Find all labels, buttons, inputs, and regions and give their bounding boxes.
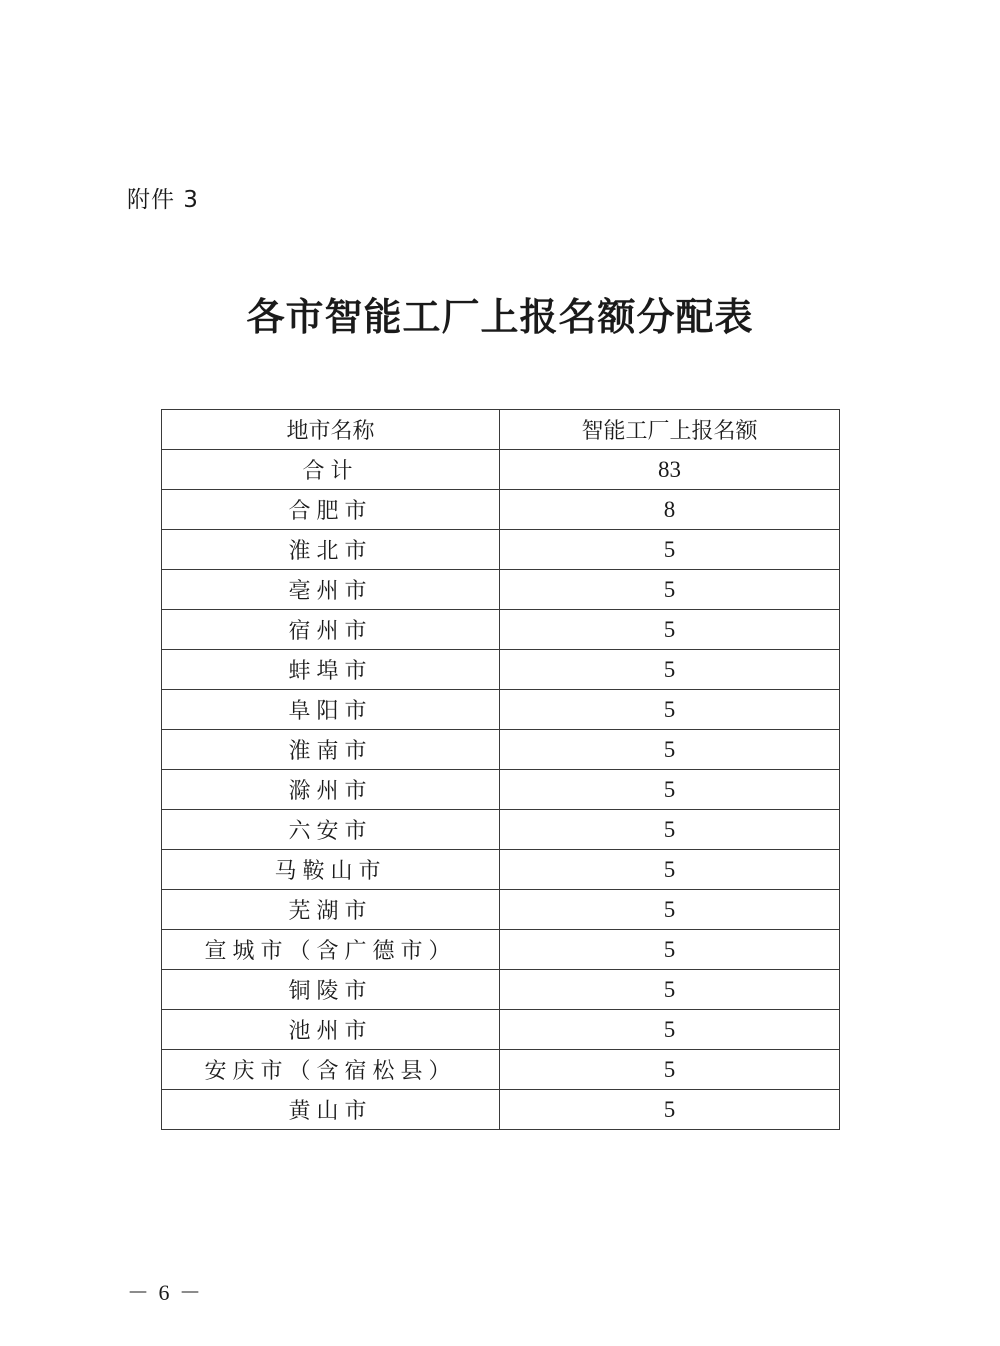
city-cell: 马鞍山市 [162,850,500,890]
table-row [162,1010,840,1050]
table-row [162,770,840,810]
table-row [162,570,840,610]
table-row [162,650,840,690]
quota-cell: 5 [500,1010,840,1050]
quota-cell: 5 [500,770,840,810]
attachment-label: 附件 3 [127,187,199,213]
city-cell: 阜阳市 [162,690,500,730]
document-title: 各市智能工厂上报名额分配表 [246,295,754,339]
city-cell: 芜湖市 [162,890,500,930]
quota-cell: 5 [500,1050,840,1090]
quota-cell: 5 [500,1090,840,1130]
table-row [162,490,840,530]
city-cell: 淮南市 [162,730,500,770]
column-header-city: 地市名称 [162,410,500,450]
city-cell: 池州市 [162,1010,500,1050]
quota-cell: 83 [500,450,840,490]
table-row [162,1090,840,1130]
city-cell: 滁州市 [162,770,500,810]
city-cell: 蚌埠市 [162,650,500,690]
quota-cell: 5 [500,930,840,970]
table-row [162,810,840,850]
table-row-total [162,450,840,490]
table-row [162,610,840,650]
table-row [162,690,840,730]
city-cell: 淮北市 [162,530,500,570]
quota-cell: 5 [500,890,840,930]
city-cell: 六安市 [162,810,500,850]
column-header-quota: 智能工厂上报名额 [500,410,840,450]
quota-cell: 8 [500,490,840,530]
table-row [162,530,840,570]
city-cell: 合肥市 [162,490,500,530]
table-row [162,730,840,770]
quota-cell: 5 [500,730,840,770]
city-cell: 宣城市（含广德市） [162,930,500,970]
table-row [162,890,840,930]
page-number: － 6 － [127,1280,204,1305]
quota-cell: 5 [500,530,840,570]
city-cell: 亳州市 [162,570,500,610]
quota-cell: 5 [500,810,840,850]
quota-table [161,409,840,1130]
city-cell: 宿州市 [162,610,500,650]
city-cell: 黄山市 [162,1090,500,1130]
quota-cell: 5 [500,610,840,650]
table-row [162,850,840,890]
quota-cell: 5 [500,650,840,690]
quota-cell: 5 [500,850,840,890]
quota-cell: 5 [500,690,840,730]
quota-cell: 5 [500,570,840,610]
city-cell: 铜陵市 [162,970,500,1010]
table-row [162,1050,840,1090]
city-cell: 安庆市（含宿松县） [162,1050,500,1090]
table-header-row [162,410,840,450]
table-row [162,970,840,1010]
city-cell: 合计 [162,450,500,490]
quota-cell: 5 [500,970,840,1010]
table-row [162,930,840,970]
